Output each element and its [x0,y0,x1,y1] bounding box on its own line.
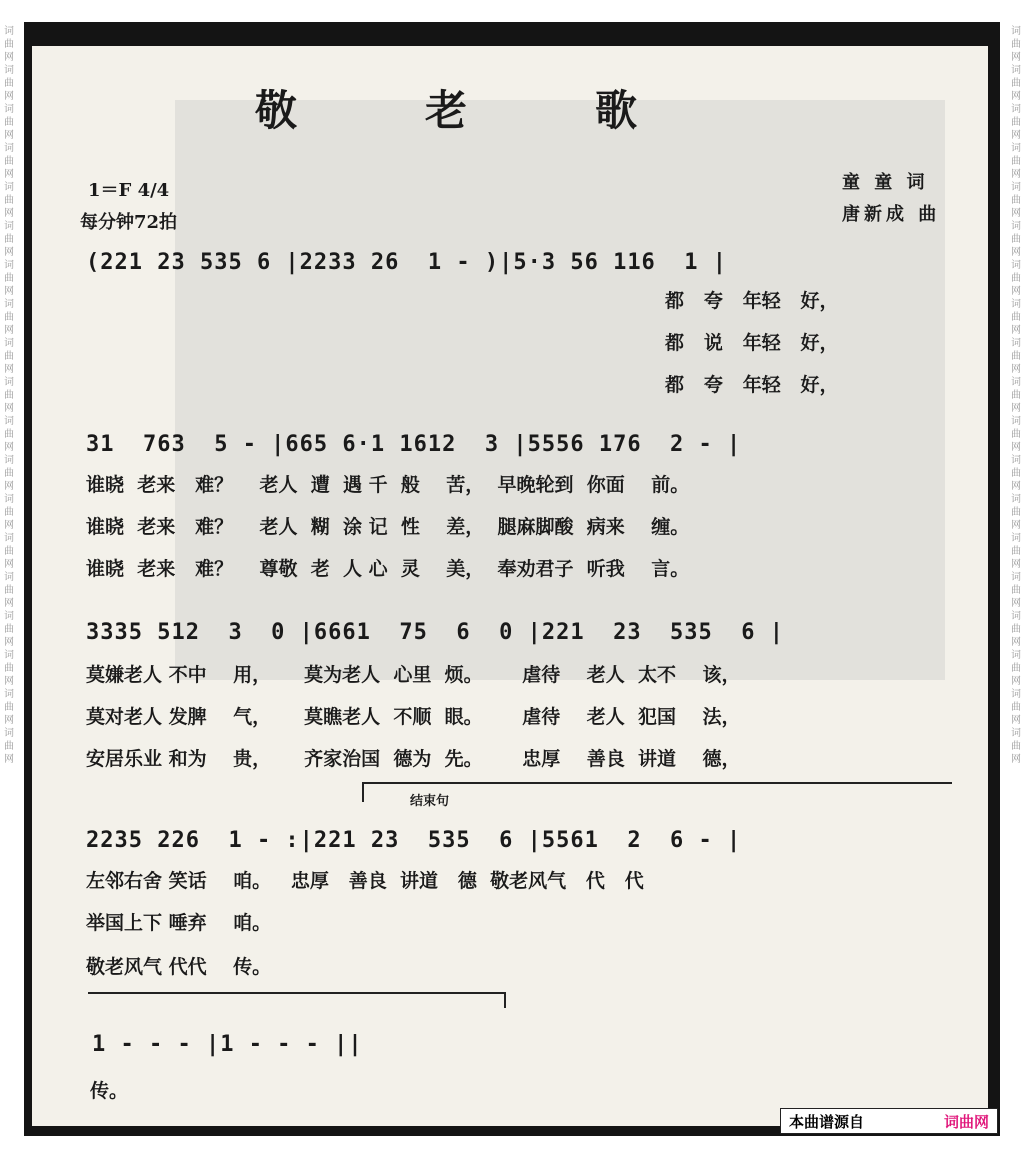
composer-credit: 唐新成 曲 [842,204,941,225]
title-char: 歌 [595,86,638,135]
notation-line: (221 23 535 6 |2233 26 1 - )|5·3 56 116 1 | [86,250,728,275]
lyric-line: 谁晓 老来 难？ 老人 糊 涂 记 性 差， 腿麻脚酸 病来 缠。 [86,516,690,538]
lyricist-credit: 童 童 词 [842,172,929,193]
lyric-line: 敬老风气 代代 传。 [86,956,272,978]
watermark-right: 词曲网 词曲网 词曲网 词曲网 词曲网 词曲网 词曲网 词曲网 词曲网 词曲网 词曲网 词曲网 词曲网 词曲网 词曲网 词曲网 词曲网 词曲网 词曲网 [1011,26,1021,765]
tempo-marking: 每分钟72拍 [80,212,178,233]
ending-bracket-hook [362,782,364,802]
lyric-line: 谁晓 老来 难？ 尊敬 老 人 心 灵 美， 奉劝君子 听我 言。 [86,558,690,580]
lyric-line: 举国上下 唾弃 咱。 [86,912,272,934]
final-bracket [88,992,506,994]
source-site-link[interactable]: 词曲网 [943,1112,989,1131]
lyric-line: 谁晓 老来 难？ 老人 遭 遇 千 般 苦， 早晚轮到 你面 前。 [86,474,690,496]
watermark-left: 词曲网 词曲网 词曲网 词曲网 词曲网 词曲网 词曲网 词曲网 词曲网 词曲网 词曲网 词曲网 词曲网 词曲网 词曲网 词曲网 词曲网 词曲网 词曲网 [4,26,14,765]
notation-line: 31 763 5 - |665 6·1 1612 3 |5556 176 2 - | [86,432,742,457]
lyric-line: 安居乐业 和为 贵， 齐家治国 德为 先。 忠厚 善良 讲道 德， [86,748,741,770]
source-banner[interactable] [780,1108,998,1134]
notation-line: 3335 512 3 0 |6661 75 6 0 |221 23 535 6 | [86,620,785,645]
source-label: 本曲谱源自 [789,1112,865,1131]
notation-line: 1 - - - |1 - - - || [92,1032,363,1057]
ending-label: 结束句 [410,794,450,809]
lyric-line: 都 夸 年轻 好， [665,374,839,396]
lyric-line: 左邻右舍 笑话 咱。 忠厚 善良 讲道 德 敬老风气 代 代 [86,870,644,892]
ending-bracket [362,782,952,784]
lyric-line: 莫对老人 发脾 气， 莫瞧老人 不顺 眼。 虐待 老人 犯国 法， [86,706,741,728]
final-bracket-hook [504,992,506,1008]
title-char: 老 [425,86,468,135]
song-title [255,78,765,138]
lyric-line: 都 说 年轻 好， [665,332,839,354]
lyric-line: 莫嫌老人 不中 用， 莫为老人 心里 烦。 虐待 老人 太不 该， [86,664,741,686]
lyric-line: 传。 [90,1080,129,1102]
lyric-line: 都 夸 年轻 好， [665,290,839,312]
key-signature: 1＝F 4/4 [88,180,170,201]
notation-line: 2235 226 1 - :|221 23 535 6 |5561 2 6 - | [86,828,742,853]
title-char: 敬 [255,86,298,135]
